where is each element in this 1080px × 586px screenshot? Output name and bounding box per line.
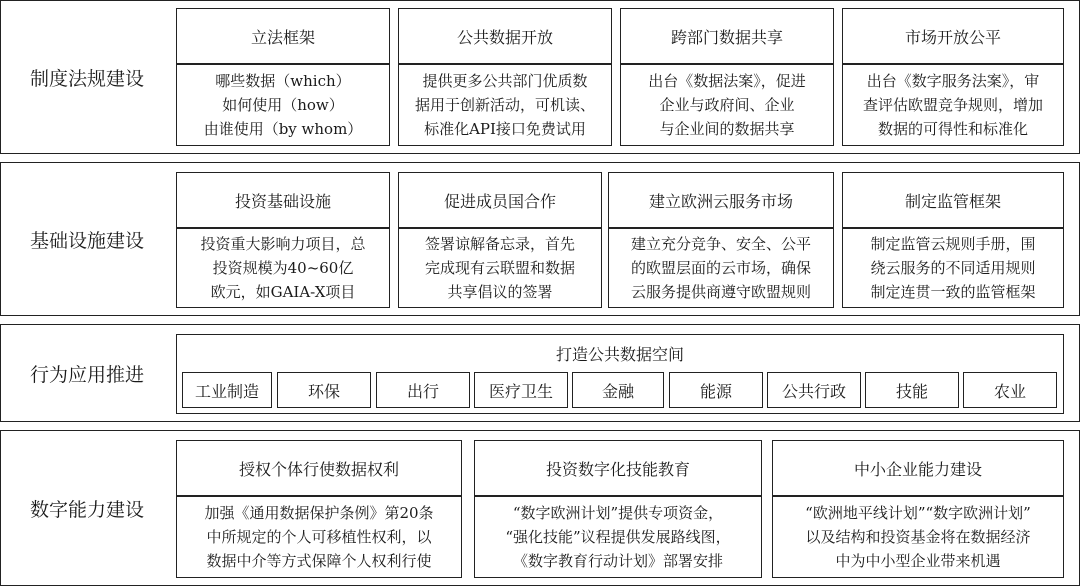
card-body: “数字欧洲计划”提供专项资金， “强化技能”议程提供发展路线图， 《数字教育行动计划》部署安排: [474, 496, 762, 578]
row-label: 基础设施建设: [29, 229, 144, 252]
card-title: 中小企业能力建设: [772, 440, 1064, 496]
card-title: 公共数据开放: [398, 8, 612, 64]
card-body: 提供更多公共部门优质数 据用于创新活动，可机读、 标准化API接口免费试用: [398, 64, 612, 146]
card-title: 跨部门数据共享: [620, 8, 834, 64]
sector-item: 技能: [865, 372, 959, 408]
public-data-space-title: 打造公共数据空间: [555, 344, 684, 364]
card-title: 市场开放公平: [842, 8, 1064, 64]
card-body: 投资重大影响力项目，总 投资规模为40~60亿 欧元，如GAIA-X项目: [176, 228, 390, 308]
card-title: 制定监管框架: [842, 172, 1064, 228]
card-title: 促进成员国合作: [398, 172, 602, 228]
card-body: 出台《数字服务法案》，审 查评估欧盟竞争规则，增加 数据的可得性和标准化: [842, 64, 1064, 146]
sector-item: 能源: [669, 372, 763, 408]
card-title: 授权个体行使数据权利: [176, 440, 462, 496]
card-body: 制定监管云规则手册，围 绕云服务的不同适用规则 制定连贯一致的监管框架: [842, 228, 1064, 308]
sector-item: 医疗卫生: [474, 372, 568, 408]
row-label: 数字能力建设: [29, 498, 144, 521]
card-body: 签署谅解备忘录，首先 完成现有云联盟和数据 共享倡议的签署: [398, 228, 602, 308]
sector-item: 金融: [572, 372, 664, 408]
row-label: 制度法规建设: [29, 67, 144, 90]
sector-item: 环保: [277, 372, 371, 408]
card-title: 投资数字化技能教育: [474, 440, 762, 496]
card-body: 建立充分竞争、安全、公平 的欧盟层面的云市场，确保 云服务提供商遵守欧盟规则: [608, 228, 834, 308]
card-title: 建立欧洲云服务市场: [608, 172, 834, 228]
row-label: 行为应用推进: [29, 363, 144, 386]
card-body: 出台《数据法案》，促进 企业与政府间、企业 与企业间的数据共享: [620, 64, 834, 146]
sector-item: 工业制造: [182, 372, 272, 408]
card-body: 哪些数据（which） 如何使用（how） 由谁使用（by whom）: [176, 64, 390, 146]
card-title: 投资基础设施: [176, 172, 390, 228]
sector-item: 出行: [376, 372, 470, 408]
card-title: 立法框架: [176, 8, 390, 64]
sector-item: 公共行政: [767, 372, 861, 408]
card-body: 加强《通用数据保护条例》第20条 中所规定的个人可移植性权利，以 数据中介等方式保障个人权利行使: [176, 496, 462, 578]
card-body: “欧洲地平线计划”“数字欧洲计划” 以及结构和投资基金将在数据经济 中为中小型企业带来机遇: [772, 496, 1064, 578]
sector-item: 农业: [963, 372, 1057, 408]
